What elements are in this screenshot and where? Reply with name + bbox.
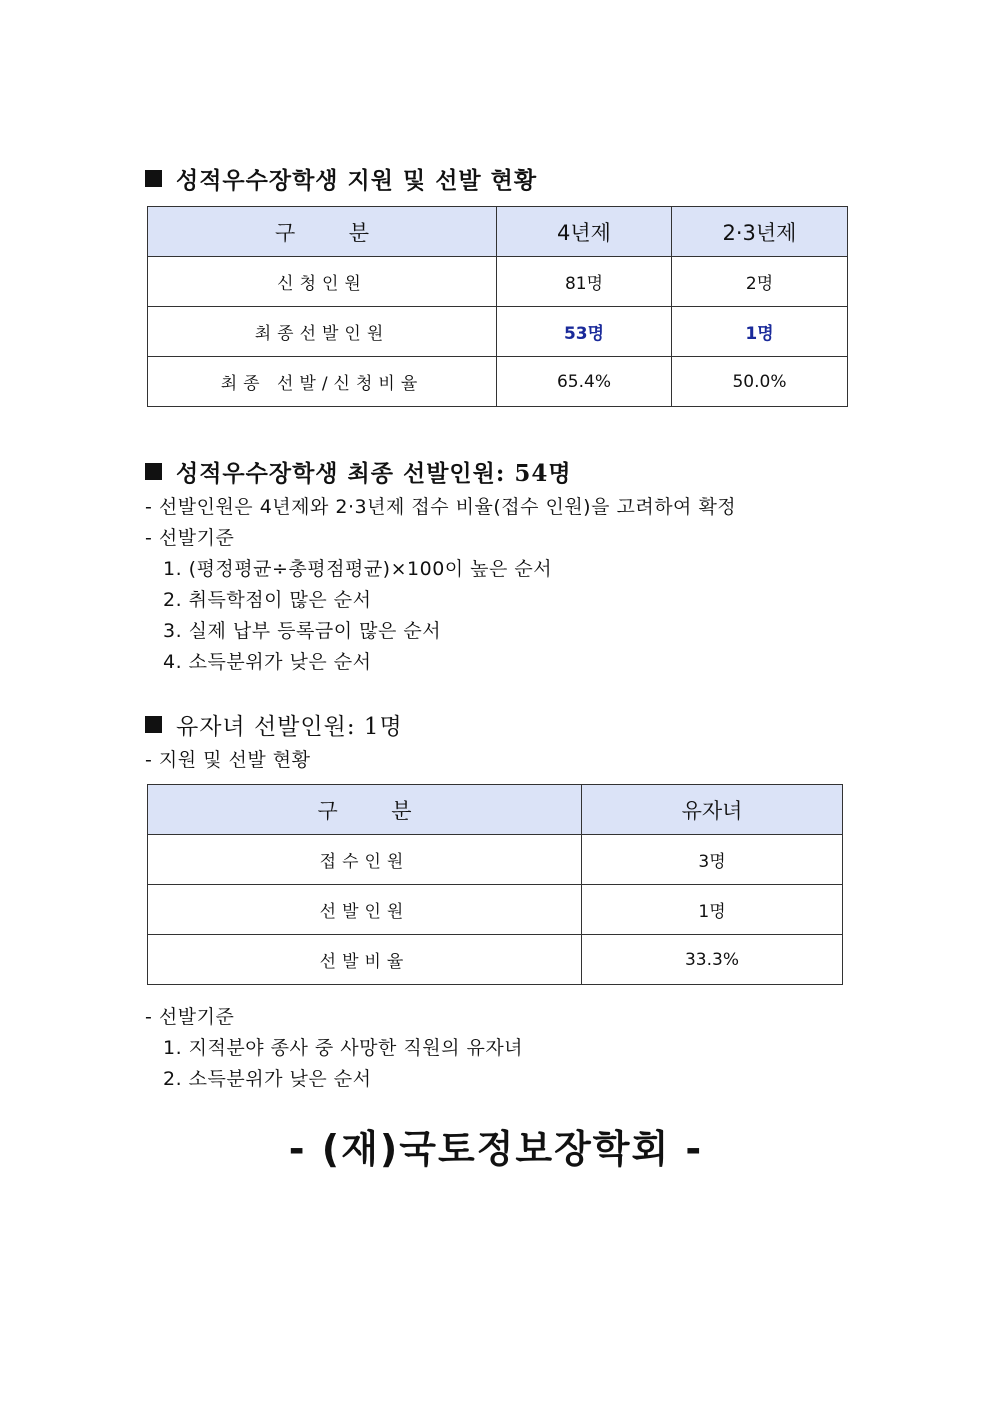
table-row: [148, 257, 848, 307]
header-category: 구 분: [148, 207, 497, 257]
cell-value: 65.4%: [497, 357, 672, 407]
cell-value: 1명: [672, 307, 848, 357]
list-item: 3. 실제 납부 등록금이 많은 순서: [163, 620, 442, 642]
table-row: [148, 357, 848, 407]
bereaved-children-table: [147, 784, 843, 985]
list-item: 1. 지적분야 종사 중 사망한 직원의 유자녀: [163, 1037, 524, 1059]
row-label: 접수인원: [148, 835, 582, 885]
section2-title: 성적우수장학생 최종 선발인원: 54명: [176, 460, 572, 487]
text-line: - 선발기준: [145, 1006, 235, 1028]
list-item: 4. 소득분위가 낮은 순서: [163, 651, 372, 673]
table-header-row: [148, 207, 848, 257]
section1-heading: [145, 162, 537, 195]
table-header-row: [148, 785, 843, 835]
table-row: [148, 935, 843, 985]
header-4year: 4년제: [497, 207, 672, 257]
row-label: 신청인원: [148, 257, 497, 307]
black-square-bullet-icon: [145, 170, 162, 187]
row-label: 선발비율: [148, 935, 582, 985]
section3-heading: [145, 708, 403, 741]
cell-value: 2명: [672, 257, 848, 307]
table-row: [148, 885, 843, 935]
section2-heading: [145, 455, 572, 488]
header-bereaved: 유자녀: [582, 785, 843, 835]
cell-value: 1명: [582, 885, 843, 935]
text-line: - 선발인원은 4년제와 2·3년제 접수 비율(접수 인원)을 고려하여 확정: [145, 496, 737, 518]
cell-value: 81명: [497, 257, 672, 307]
organization-footer: - (재)국토정보장학회 -: [288, 1127, 704, 1171]
cell-value: 3명: [582, 835, 843, 885]
application-status-table: [147, 206, 848, 407]
black-square-bullet-icon: [145, 463, 162, 480]
header-23year: 2·3년제: [672, 207, 848, 257]
table-row: [148, 307, 848, 357]
header-category: 구 분: [148, 785, 582, 835]
section1-title: 성적우수장학생 지원 및 선발 현황: [176, 167, 538, 194]
list-item: 2. 소득분위가 낮은 순서: [163, 1068, 372, 1090]
cell-value: 53명: [497, 307, 672, 357]
cell-value: 33.3%: [582, 935, 843, 985]
text-line: - 지원 및 선발 현황: [145, 749, 311, 771]
row-label: 선발인원: [148, 885, 582, 935]
row-label: 최종선발인원: [148, 307, 497, 357]
row-label: 최종 선발/신청비율: [148, 357, 497, 407]
section3-title: 유자녀 선발인원: 1명: [176, 714, 403, 740]
text-line: - 선발기준: [145, 527, 235, 549]
list-item: 2. 취득학점이 많은 순서: [163, 589, 372, 611]
table-row: [148, 835, 843, 885]
black-square-bullet-icon: [145, 716, 162, 733]
cell-value: 50.0%: [672, 357, 848, 407]
list-item: 1. (평정평균÷총평점평균)×100이 높은 순서: [163, 558, 553, 580]
